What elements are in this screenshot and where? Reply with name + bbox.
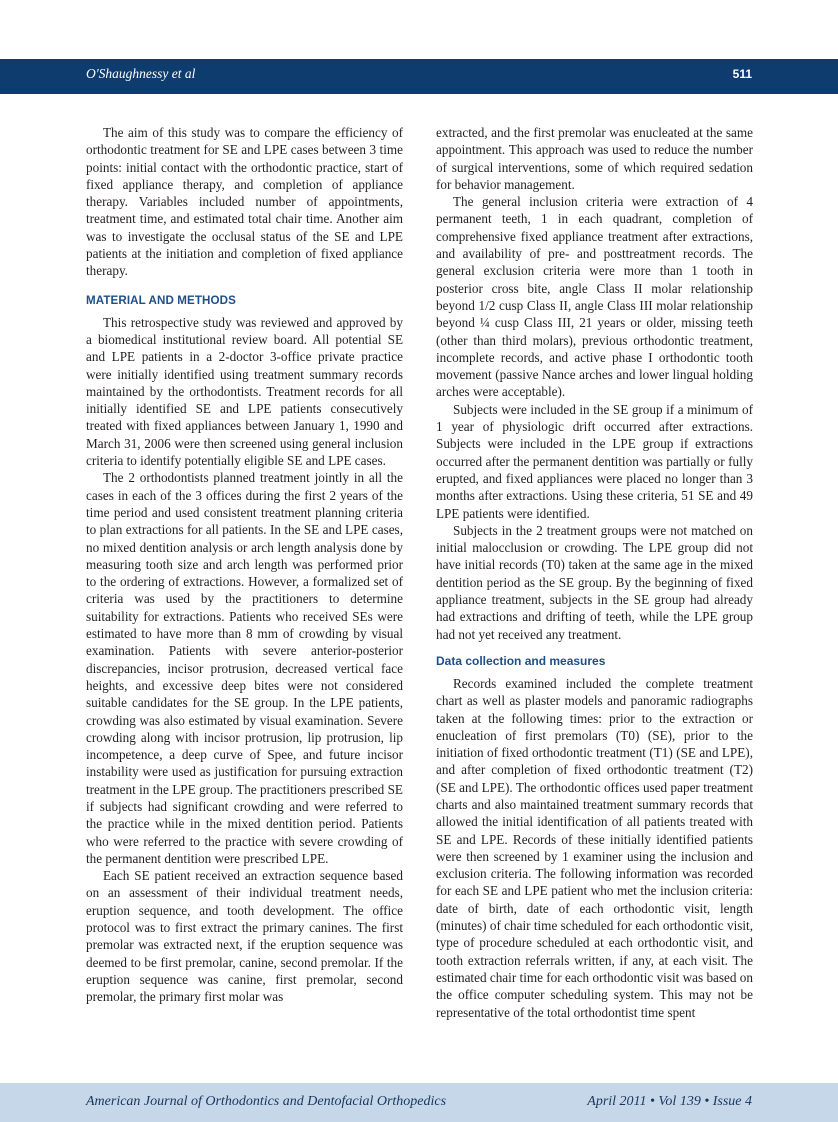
- left-column: [86, 124, 403, 1006]
- paragraph: Subjects in the 2 treatment groups were not matched on initial malocclusion or crowding. The LPE group did not have initial records (T0) taken at the same age in the mixed dentition period as the SE group. By the beginning of fixed appliance treatment, subjects in the SE group had already had extractions and drifting of teeth, while the LPE group had not yet received any treatment.: [436, 522, 753, 642]
- paragraph: extracted, and the first premolar was enucleated at the same appointment. This approach was used to reduce the number of surgical interventions, some of which required sedation for behavior management.: [436, 125, 753, 192]
- paragraph: This retrospective study was reviewed and approved by a biomedical institutional review board. All potential SE and LPE patients in a 2-doctor 3-office private practice were initially identified using treatment summary records maintained by the orthodontists. Treatment records for all initially identified SE and LPE patients consecutively treated with fixed appliances between January 1, 1990 and March 31, 2006 were then screened using general inclusion criteria to identify potentially eligible SE and LPE cases.: [86, 314, 403, 469]
- paragraph: Each SE patient received an extraction sequence based on an assessment of their individual treatment needs, eruption sequence, and tooth development. The office protocol was to first extract the primary canines. The first premolar was extracted next, if the eruption sequence was deemed to be first premolar, canine, second premolar. If the eruption sequence was canine, first premolar, second premolar, the primary first molar was: [86, 868, 403, 1005]
- paragraph: Records examined included the complete treatment chart as well as plaster models and panoramic radiographs taken at the following times: prior to the extraction or enucleation of first premolars (T0) (SE), prior to the initiation of fixed orthodontic treatment (T1) (SE and LPE), and after completion of fixed orthodontic treatment (T2) (SE and LPE). The orthodontic offices used paper treatment charts and also maintained treatment summary records that allowed the initial identification of all patients treated with SE and LPE. Records of these initially identified patients were then screened by 1 examiner using the inclusion and exclusion criteria. The following information was recorded for each SE and LPE patient who met the inclusion criteria: date of birth, date of each orthodontic visit, length (minutes) of chair time scheduled for each orthodontic visit, type of procedure scheduled at each orthodontic visit, and tooth extraction referrals written, if any, at each visit. The estimated chair time for each orthodontic visit was based on the office computer scheduling system. This may not be representative of the total orthodontist time spent: [436, 675, 753, 1020]
- paragraph: Subjects were included in the SE group if a minimum of 1 year of physiologic drift occurred after extractions. Subjects were included in the LPE group if extractions occurred after the permanent dentition was partially or fully erupted, and fixed appliances were placed no longer than 3 months after extractions. Using these criteria, 51 SE and 49 LPE patients were identified.: [436, 401, 753, 521]
- paragraph: The 2 orthodontists planned treatment jointly in all the cases in each of the 3 offices during the first 2 years of the time period and used consistent treatment planning criteria to plan extractions for all patients. In the SE and LPE cases, no mixed dentition analysis or arch length analysis done by measuring tooth size and arch length was performed prior to the ordering of extractions. However, a formalized set of criteria was used by the practitioners to determine suitability for extractions. Patients who received SEs were estimated to have more than 8 mm of crowding by visual examination. Patients with severe anterior-posterior discrepancies, incisor protrusion, decreased vertical face heights, and excessive deep bites were not considered suitable candidates for the SE group. In the LPE patients, crowding was also estimated by visual examination. Severe crowding along with incisor protrusion, lip protrusion, lip incompetence, a deep curve of Spee, and future incisor instability were used as justification for pursuing extraction treatment in the LPE group. The practitioners prescribed SE if subjects had significant crowding and were referred to the practice while in the mixed dentition period. Patients who were referred to the practice with severe crowding of the permanent dentition were prescribed LPE.: [86, 470, 403, 866]
- right-column: [436, 124, 753, 1021]
- running-footer: [0, 1083, 838, 1122]
- running-header: [0, 59, 838, 94]
- paragraph: The aim of this study was to compare the efficiency of orthodontic treatment for SE and LPE cases between 3 time points: initial contact with the orthodontic practice, start of fixed appliance therapy, and completion of appliance therapy. Variables included number of appointments, treatment time, and estimated total chair time. Another aim was to investigate the occlusal status of the SE and LPE patients at the initiation and completion of fixed appliance therapy.: [86, 125, 403, 279]
- page-number: 511: [732, 67, 752, 81]
- header-authors: O'Shaughnessy et al: [86, 66, 196, 81]
- journal-title: American Journal of Orthodontics and Dentofacial Orthopedics: [86, 1094, 447, 1109]
- paragraph: The general inclusion criteria were extraction of 4 permanent teeth, 1 in each quadrant, completion of comprehensive fixed appliance treatment after extractions, and availability of pre- and posttreatment records. The general exclusion criteria were more than 1 tooth in posterior cross bite, angle Class II molar relationship beyond 1/2 cusp Class II, angle Class III molar relationship beyond ¼ cusp Class III, 21 years or older, missing teeth (other than third molars), previous orthodontic treatment, incomplete records, and active phase I orthodontic tooth movement (passive Nance arches and lower lingual holding arches were acceptable).: [436, 194, 753, 400]
- issue-info: April 2011 • Vol 139 • Issue 4: [587, 1094, 752, 1109]
- section-heading-data-collection: Data collection and measures: [436, 653, 606, 668]
- section-heading-material-methods: MATERIAL AND METHODS: [86, 293, 236, 307]
